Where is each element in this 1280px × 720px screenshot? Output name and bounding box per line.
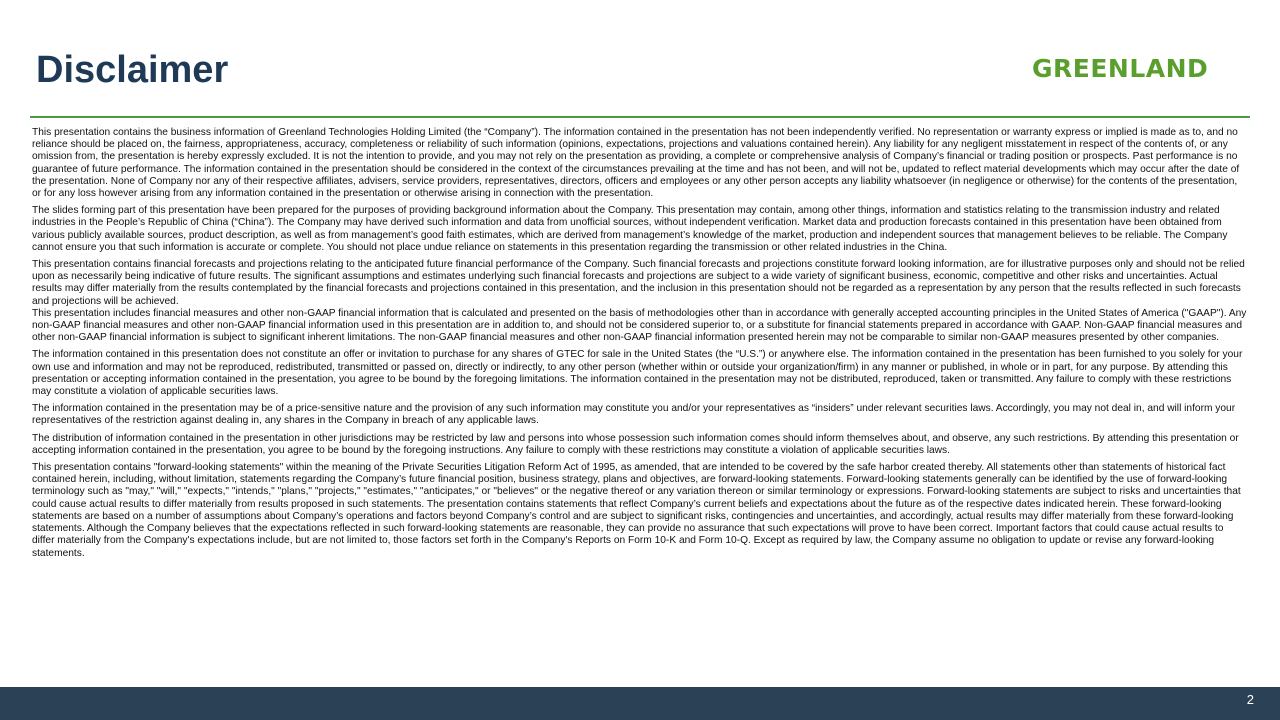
greenland-logo: GREENLAND — [1032, 54, 1209, 83]
disclaimer-body — [32, 127, 1248, 565]
header-divider — [30, 116, 1250, 118]
disclaimer-paragraph-7: The distribution of information contained in the presentation in other jurisdictions may be restricted by law and persons into whose possession such information comes should inform themselves about, and observe, any such restrictions. By attending this presentation or accepting information contained in the presentation, you agree to be bound by the foregoing instructions. Any failure to comply with these restrictions may constitute a violation of applicable securities laws. — [32, 432, 1239, 456]
page-title: Disclaimer — [36, 49, 229, 91]
disclaimer-paragraph-2: The slides forming part of this presentation have been prepared for the purposes of providing background information about the Company. This presentation may contain, among other things, information and statistics relating to the transmission industry and related industries in the People’s Republic of China (“China”). The Company may have derived such information and data from unofficial sources, without independent verification. Market data and production forecasts contained in this presentation have been obtained from various publicly available sources, product description, as well as from management’s good faith estimates, which are derived from management’s knowledge of the market, production and independent sources that management believes to be reliable. The Company cannot ensure you that such information is accurate or complete. You should not place undue reliance on statements in this presentation regarding the transmission or other related industries in the China. — [32, 205, 1228, 253]
disclaimer-paragraph-8: This presentation contains "forward-looking statements" within the meaning of the Private Securities Litigation Reform Act of 1995, as amended, that are intended to be covered by the safe harbor created thereby. All statements other than statements of historical fact contained herein, including, without limitation, statements regarding the Company’s future financial position, business strategy, plans and objectives, are forward-looking statements. Forward-looking statements generally can be identified by the use of forward-looking terminology such as "may," "will," "expects," "intends," "plans," "projects," "estimates," "anticipates," or "believes" or the negative thereof or any variation thereon or similar terminology or expressions. Forward-looking statements are subject to risks and uncertainties that could cause actual results to differ materially from results proposed in such statements. The presentation contains statements that reflect Company’s current beliefs and expectations about the future as of the respective dates indicated herein. These forward-looking statements are based on a number of assumptions about Company’s operations and factors beyond Company’s control and are subject to significant risks, contingencies and uncertainties, and accordingly, actual results may differ materially from these forward-looking statements. Although the Company believes that the expectations reflected in such forward-looking statements are reasonable, they can provide no assurance that such expectations will prove to have been correct. Important factors that could cause actual results to differ materially from the Company's expectations include, but are not limited to, those factors set forth in the Company's Reports on Form 10-K and Form 10-Q. Except as required by law, the Company assume no obligation to update or revise any forward-looking statements. — [32, 462, 1241, 559]
footer-bar — [0, 687, 1280, 720]
disclaimer-paragraph-1: This presentation contains the business information of Greenland Technologies Holding Limited (the “Company”). The information contained in the presentation has not been independently verified. No representation or warranty express or implied is made as to, and no reliance should be placed on, the fairness, appropriateness, accuracy, completeness or reliability of such information (opinions, expectations, projections and valuations contained herein). Any liability for any negligent misstatement in respect of the contents of, or any omission from, the presentation is hereby expressly excluded. It is not the intention to provide, and you may not rely on the presentation as providing, a complete or comprehensive analysis of Company’s financial or trading position or prospects. Past performance is no guarantee of future performance. The information contained in the presentation should be considered in the context of the circumstances prevailing at the time and has not been, and will not be, updated to reflect material developments which may occur after the date of the presentation. None of Company nor any of their respective affiliates, advisers, service providers, representatives, directors, officers and employees or any other person accepts any liability whatsoever (in negligence or otherwise) for the contents of the presentation, or for any loss however arising from any information contained in the presentation or otherwise arising in connection with the presentation. — [32, 127, 1240, 200]
disclaimer-paragraph-6: The information contained in the presentation may be of a price-sensitive nature and the provision of any such information may constitute you and/or your representatives as “insiders” under relevant securities laws. Accordingly, you may not deal in, and will inform your representatives of the restriction against dealing in, any shares in the Company in breach of any applicable laws. — [32, 403, 1236, 427]
page-number: 2 — [1246, 692, 1254, 707]
disclaimer-paragraph-5: The information contained in this presentation does not constitute an offer or invitation to purchase for any shares of GTEC for sale in the United States (the “U.S.”) or anywhere else. The information contained in the presentation has been furnished to you solely for your own use and information and may not be reproduced, redistributed, transmitted or passed on, directly or indirectly, to any other person (whether within or outside your organization/firm) in any manner or published, in whole or in part, for any purpose. By attending this presentation or accepting information contained in the presentation, you agree to be bound by the foregoing limitations. The information contained in the presentation may not be distributed, reproduced, taken or transmitted. Any failure to comply with these restrictions may constitute a violation of applicable securities laws. — [32, 349, 1243, 398]
disclaimer-paragraph-3: This presentation contains financial forecasts and projections relating to the anticipated future financial performance of the Company. Such financial forecasts and projections constitute forward looking information, are for illustrative purposes only and should not be relied upon as necessarily being indicative of future results. The significant assumptions and estimates underlying such financial forecasts and projections are subject to a wide variety of significant business, economic, competitive and other risks and uncertainties. Actual results may differ materially from the results contemplated by the financial forecasts and projections contained in this presentation, and the inclusion in this presentation should not be regarded as a representation by any person that the results reflected in such forecasts and projections will be achieved. — [32, 259, 1245, 307]
disclaimer-paragraph-4: This presentation includes financial measures and other non-GAAP financial information that is calculated and presented on the basis of methodologies other than in accordance with generally accepted accounting principles in the United States of America ("GAAP"). Any non-GAAP financial measures and other non-GAAP financial information used in this presentation are in addition to, and should not be considered superior to, or a substitute for financial statements prepared in accordance with GAAP. Non-GAAP financial measures and other non-GAAP financial information is subject to significant inherent limitations. The non-GAAP financial measures and other non-GAAP financial information presented herein may not be comparable to similar non-GAAP measures presented by other companies. — [32, 307, 1247, 344]
